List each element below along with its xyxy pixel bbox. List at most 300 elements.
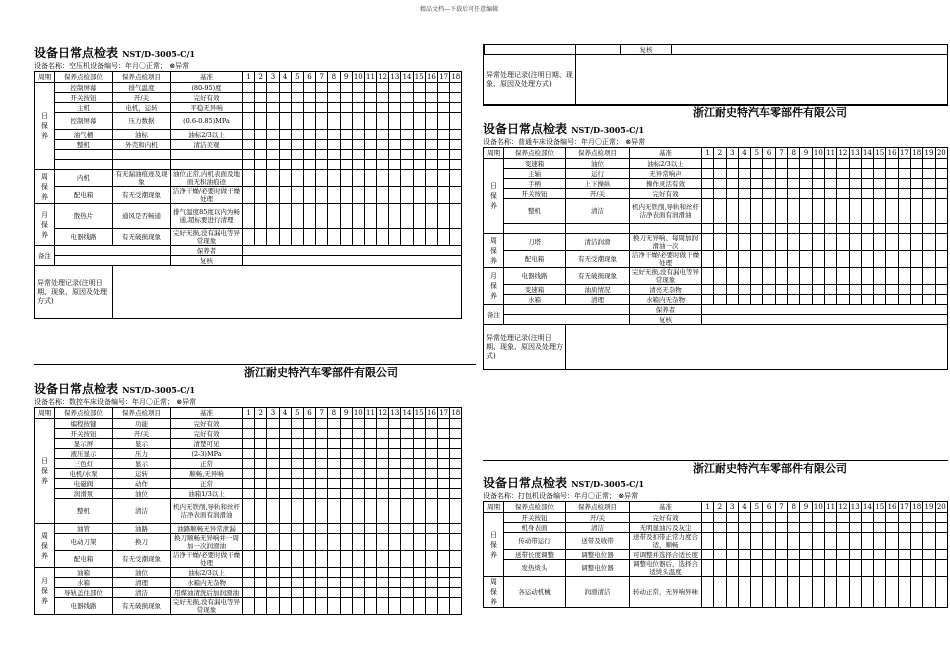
check-cell[interactable] (702, 533, 714, 550)
check-cell[interactable] (255, 150, 267, 160)
check-cell[interactable] (340, 439, 352, 449)
check-cell[interactable] (861, 224, 873, 234)
check-cell[interactable] (763, 234, 775, 251)
check-cell[interactable] (243, 93, 255, 103)
check-cell[interactable] (267, 588, 279, 598)
check-cell[interactable] (425, 113, 437, 130)
check-cell[interactable] (738, 523, 750, 533)
check-cell[interactable] (303, 113, 315, 130)
check-cell[interactable] (898, 251, 910, 268)
check-cell[interactable] (849, 224, 861, 234)
check-cell[interactable] (726, 513, 738, 523)
check-cell[interactable] (812, 550, 824, 560)
check-cell[interactable] (279, 568, 291, 578)
check-cell[interactable] (886, 550, 898, 560)
check-cell[interactable] (255, 534, 267, 551)
check-cell[interactable] (303, 83, 315, 93)
check-cell[interactable] (702, 513, 714, 523)
check-cell[interactable] (279, 103, 291, 113)
check-cell[interactable] (243, 229, 255, 246)
check-cell[interactable] (788, 268, 800, 285)
check-cell[interactable] (364, 429, 376, 439)
check-cell[interactable] (303, 469, 315, 479)
check-cell[interactable] (726, 189, 738, 199)
check-cell[interactable] (243, 459, 255, 469)
check-cell[interactable] (763, 189, 775, 199)
check-cell[interactable] (243, 150, 255, 160)
check-cell[interactable] (923, 533, 935, 550)
check-cell[interactable] (267, 140, 279, 150)
check-cell[interactable] (763, 550, 775, 560)
check-cell[interactable] (874, 550, 886, 560)
check-cell[interactable] (738, 199, 750, 224)
check-cell[interactable] (450, 130, 462, 140)
check-cell[interactable] (812, 295, 824, 305)
check-cell[interactable] (364, 568, 376, 578)
check-cell[interactable] (935, 234, 947, 251)
check-cell[interactable] (413, 229, 425, 246)
check-cell[interactable] (923, 251, 935, 268)
check-cell[interactable] (303, 524, 315, 534)
check-cell[interactable] (352, 150, 364, 160)
check-cell[interactable] (328, 499, 340, 524)
check-cell[interactable] (267, 534, 279, 551)
check-cell[interactable] (738, 159, 750, 169)
check-cell[interactable] (438, 204, 450, 229)
check-cell[interactable] (763, 224, 775, 234)
check-cell[interactable] (303, 588, 315, 598)
check-cell[interactable] (923, 550, 935, 560)
check-cell[interactable] (886, 513, 898, 523)
check-cell[interactable] (255, 170, 267, 187)
check-cell[interactable] (267, 229, 279, 246)
check-cell[interactable] (425, 83, 437, 93)
check-cell[interactable] (279, 83, 291, 93)
check-cell[interactable] (702, 159, 714, 169)
check-cell[interactable] (352, 103, 364, 113)
check-cell[interactable] (751, 189, 763, 199)
check-cell[interactable] (751, 234, 763, 251)
check-cell[interactable] (763, 523, 775, 533)
check-cell[interactable] (340, 160, 352, 170)
check-cell[interactable] (340, 551, 352, 568)
check-cell[interactable] (243, 499, 255, 524)
check-cell[interactable] (800, 251, 812, 268)
check-cell[interactable] (401, 489, 413, 499)
check-cell[interactable] (340, 187, 352, 204)
check-cell[interactable] (279, 588, 291, 598)
check-cell[interactable] (364, 130, 376, 140)
check-cell[interactable] (898, 159, 910, 169)
check-cell[interactable] (824, 295, 836, 305)
check-cell[interactable] (316, 140, 328, 150)
check-cell[interactable] (898, 285, 910, 295)
check-cell[interactable] (389, 524, 401, 534)
check-cell[interactable] (413, 568, 425, 578)
check-cell[interactable] (279, 130, 291, 140)
check-cell[interactable] (450, 419, 462, 429)
check-cell[interactable] (438, 449, 450, 459)
check-cell[interactable] (738, 295, 750, 305)
check-cell[interactable] (303, 568, 315, 578)
check-cell[interactable] (849, 159, 861, 169)
check-cell[interactable] (788, 295, 800, 305)
check-cell[interactable] (438, 459, 450, 469)
check-cell[interactable] (303, 204, 315, 229)
check-cell[interactable] (775, 523, 787, 533)
check-cell[interactable] (738, 577, 750, 608)
check-cell[interactable] (401, 83, 413, 93)
check-cell[interactable] (279, 449, 291, 459)
check-cell[interactable] (328, 489, 340, 499)
check-cell[interactable] (849, 189, 861, 199)
check-cell[interactable] (328, 229, 340, 246)
check-cell[interactable] (389, 103, 401, 113)
check-cell[interactable] (898, 533, 910, 550)
check-cell[interactable] (450, 524, 462, 534)
check-cell[interactable] (279, 113, 291, 130)
check-cell[interactable] (267, 568, 279, 578)
check-cell[interactable] (886, 533, 898, 550)
check-cell[interactable] (340, 479, 352, 489)
check-cell[interactable] (267, 449, 279, 459)
check-cell[interactable] (812, 523, 824, 533)
check-cell[interactable] (401, 204, 413, 229)
check-cell[interactable] (812, 285, 824, 295)
check-cell[interactable] (352, 524, 364, 534)
check-cell[interactable] (389, 93, 401, 103)
check-cell[interactable] (279, 479, 291, 489)
check-cell[interactable] (303, 187, 315, 204)
check-cell[interactable] (935, 224, 947, 234)
check-cell[interactable] (923, 189, 935, 199)
check-cell[interactable] (438, 130, 450, 140)
check-cell[interactable] (243, 429, 255, 439)
check-cell[interactable] (328, 113, 340, 130)
check-cell[interactable] (911, 169, 923, 179)
check-cell[interactable] (340, 588, 352, 598)
check-cell[interactable] (291, 499, 303, 524)
check-cell[interactable] (886, 560, 898, 577)
check-cell[interactable] (898, 224, 910, 234)
check-cell[interactable] (389, 187, 401, 204)
check-cell[interactable] (702, 577, 714, 608)
check-cell[interactable] (738, 550, 750, 560)
check-cell[interactable] (874, 560, 886, 577)
check-cell[interactable] (243, 160, 255, 170)
check-cell[interactable] (279, 93, 291, 103)
check-cell[interactable] (425, 204, 437, 229)
check-cell[interactable] (861, 179, 873, 189)
check-cell[interactable] (401, 578, 413, 588)
check-cell[interactable] (340, 83, 352, 93)
check-cell[interactable] (243, 204, 255, 229)
check-cell[interactable] (800, 513, 812, 523)
check-cell[interactable] (243, 489, 255, 499)
check-cell[interactable] (303, 578, 315, 588)
check-cell[interactable] (425, 429, 437, 439)
check-cell[interactable] (316, 568, 328, 578)
check-cell[interactable] (837, 533, 849, 550)
check-cell[interactable] (425, 499, 437, 524)
check-cell[interactable] (364, 83, 376, 93)
check-cell[interactable] (450, 449, 462, 459)
check-cell[interactable] (923, 179, 935, 189)
check-cell[interactable] (413, 160, 425, 170)
check-cell[interactable] (377, 140, 389, 150)
check-cell[interactable] (438, 499, 450, 524)
check-cell[interactable] (364, 578, 376, 588)
check-cell[interactable] (364, 459, 376, 469)
check-cell[interactable] (837, 199, 849, 224)
check-cell[interactable] (837, 285, 849, 295)
check-cell[interactable] (316, 187, 328, 204)
check-cell[interactable] (911, 189, 923, 199)
check-cell[interactable] (812, 179, 824, 189)
check-cell[interactable] (291, 551, 303, 568)
check-cell[interactable] (291, 419, 303, 429)
check-cell[interactable] (450, 113, 462, 130)
check-cell[interactable] (935, 199, 947, 224)
check-cell[interactable] (377, 449, 389, 459)
check-cell[interactable] (898, 560, 910, 577)
check-cell[interactable] (255, 489, 267, 499)
check-cell[interactable] (389, 140, 401, 150)
check-cell[interactable] (364, 551, 376, 568)
check-cell[interactable] (279, 419, 291, 429)
check-cell[interactable] (389, 439, 401, 449)
check-cell[interactable] (738, 234, 750, 251)
check-cell[interactable] (243, 479, 255, 489)
check-cell[interactable] (935, 159, 947, 169)
check-cell[interactable] (425, 578, 437, 588)
check-cell[interactable] (316, 83, 328, 93)
check-cell[interactable] (775, 224, 787, 234)
check-cell[interactable] (291, 449, 303, 459)
check-cell[interactable] (911, 513, 923, 523)
check-cell[interactable] (425, 160, 437, 170)
check-cell[interactable] (714, 169, 726, 179)
check-cell[interactable] (279, 170, 291, 187)
check-cell[interactable] (364, 479, 376, 489)
check-cell[interactable] (775, 199, 787, 224)
check-cell[interactable] (935, 513, 947, 523)
check-cell[interactable] (751, 169, 763, 179)
check-cell[interactable] (401, 551, 413, 568)
check-cell[interactable] (291, 469, 303, 479)
check-cell[interactable] (923, 560, 935, 577)
check-cell[interactable] (775, 550, 787, 560)
check-cell[interactable] (874, 169, 886, 179)
check-cell[interactable] (800, 169, 812, 179)
check-cell[interactable] (255, 429, 267, 439)
check-cell[interactable] (243, 568, 255, 578)
check-cell[interactable] (364, 160, 376, 170)
check-cell[interactable] (714, 285, 726, 295)
check-cell[interactable] (861, 268, 873, 285)
check-cell[interactable] (438, 187, 450, 204)
check-cell[interactable] (438, 568, 450, 578)
check-cell[interactable] (775, 268, 787, 285)
check-cell[interactable] (377, 187, 389, 204)
check-cell[interactable] (328, 204, 340, 229)
check-cell[interactable] (328, 83, 340, 93)
check-cell[interactable] (800, 295, 812, 305)
check-cell[interactable] (279, 551, 291, 568)
check-cell[interactable] (389, 150, 401, 160)
check-cell[interactable] (763, 179, 775, 189)
check-cell[interactable] (255, 113, 267, 130)
check-cell[interactable] (886, 251, 898, 268)
check-cell[interactable] (243, 469, 255, 479)
check-cell[interactable] (824, 224, 836, 234)
check-cell[interactable] (413, 113, 425, 130)
check-cell[interactable] (279, 187, 291, 204)
check-cell[interactable] (775, 179, 787, 189)
check-cell[interactable] (788, 169, 800, 179)
check-cell[interactable] (849, 577, 861, 608)
check-cell[interactable] (450, 489, 462, 499)
check-cell[interactable] (377, 588, 389, 598)
check-cell[interactable] (751, 285, 763, 295)
check-cell[interactable] (267, 83, 279, 93)
check-cell[interactable] (255, 479, 267, 489)
check-cell[interactable] (702, 224, 714, 234)
check-cell[interactable] (255, 449, 267, 459)
check-cell[interactable] (352, 499, 364, 524)
check-cell[interactable] (389, 459, 401, 469)
check-cell[interactable] (812, 251, 824, 268)
check-cell[interactable] (898, 523, 910, 533)
check-cell[interactable] (413, 150, 425, 160)
check-cell[interactable] (438, 524, 450, 534)
check-cell[interactable] (401, 588, 413, 598)
check-cell[interactable] (316, 103, 328, 113)
check-cell[interactable] (874, 513, 886, 523)
check-cell[interactable] (401, 130, 413, 140)
check-cell[interactable] (714, 199, 726, 224)
check-cell[interactable] (849, 560, 861, 577)
check-cell[interactable] (886, 179, 898, 189)
check-cell[interactable] (450, 469, 462, 479)
check-cell[interactable] (389, 479, 401, 489)
check-cell[interactable] (389, 204, 401, 229)
check-cell[interactable] (291, 429, 303, 439)
check-cell[interactable] (450, 499, 462, 524)
check-cell[interactable] (328, 150, 340, 160)
check-cell[interactable] (935, 189, 947, 199)
check-cell[interactable] (389, 499, 401, 524)
check-cell[interactable] (861, 295, 873, 305)
check-cell[interactable] (243, 578, 255, 588)
check-cell[interactable] (413, 479, 425, 489)
check-cell[interactable] (255, 578, 267, 588)
check-cell[interactable] (401, 449, 413, 459)
check-cell[interactable] (316, 499, 328, 524)
check-cell[interactable] (255, 459, 267, 469)
check-cell[interactable] (898, 179, 910, 189)
check-cell[interactable] (352, 449, 364, 459)
check-cell[interactable] (328, 479, 340, 489)
check-cell[interactable] (450, 459, 462, 469)
check-cell[interactable] (291, 187, 303, 204)
check-cell[interactable] (861, 577, 873, 608)
check-cell[interactable] (340, 524, 352, 534)
check-cell[interactable] (702, 169, 714, 179)
check-cell[interactable] (328, 130, 340, 140)
check-cell[interactable] (316, 429, 328, 439)
check-cell[interactable] (316, 170, 328, 187)
check-cell[interactable] (763, 513, 775, 523)
check-cell[interactable] (425, 187, 437, 204)
check-cell[interactable] (438, 534, 450, 551)
check-cell[interactable] (911, 179, 923, 189)
check-cell[interactable] (849, 251, 861, 268)
check-cell[interactable] (291, 93, 303, 103)
check-cell[interactable] (340, 93, 352, 103)
check-cell[interactable] (935, 577, 947, 608)
check-cell[interactable] (751, 523, 763, 533)
check-cell[interactable] (800, 577, 812, 608)
check-cell[interactable] (340, 578, 352, 588)
check-cell[interactable] (352, 578, 364, 588)
check-cell[interactable] (267, 419, 279, 429)
check-cell[interactable] (788, 224, 800, 234)
check-cell[interactable] (377, 204, 389, 229)
check-cell[interactable] (824, 251, 836, 268)
check-cell[interactable] (775, 295, 787, 305)
check-cell[interactable] (255, 204, 267, 229)
check-cell[interactable] (800, 189, 812, 199)
check-cell[interactable] (935, 550, 947, 560)
check-cell[interactable] (364, 113, 376, 130)
check-cell[interactable] (255, 140, 267, 150)
check-cell[interactable] (788, 199, 800, 224)
check-cell[interactable] (279, 459, 291, 469)
check-cell[interactable] (303, 598, 315, 615)
check-cell[interactable] (303, 459, 315, 469)
check-cell[interactable] (935, 179, 947, 189)
check-cell[interactable] (316, 469, 328, 479)
check-cell[interactable] (824, 189, 836, 199)
check-cell[interactable] (243, 534, 255, 551)
check-cell[interactable] (389, 588, 401, 598)
check-cell[interactable] (316, 419, 328, 429)
check-cell[interactable] (243, 83, 255, 93)
check-cell[interactable] (413, 524, 425, 534)
check-cell[interactable] (788, 513, 800, 523)
check-cell[interactable] (352, 419, 364, 429)
check-cell[interactable] (714, 577, 726, 608)
check-cell[interactable] (911, 268, 923, 285)
check-cell[interactable] (800, 179, 812, 189)
check-cell[interactable] (425, 459, 437, 469)
check-cell[interactable] (738, 224, 750, 234)
check-cell[interactable] (935, 268, 947, 285)
check-cell[interactable] (898, 295, 910, 305)
check-cell[interactable] (849, 179, 861, 189)
check-cell[interactable] (340, 489, 352, 499)
check-cell[interactable] (450, 439, 462, 449)
check-cell[interactable] (837, 251, 849, 268)
check-cell[interactable] (328, 187, 340, 204)
check-cell[interactable] (450, 568, 462, 578)
check-cell[interactable] (401, 524, 413, 534)
check-cell[interactable] (438, 160, 450, 170)
check-cell[interactable] (812, 234, 824, 251)
check-cell[interactable] (714, 179, 726, 189)
check-cell[interactable] (438, 103, 450, 113)
